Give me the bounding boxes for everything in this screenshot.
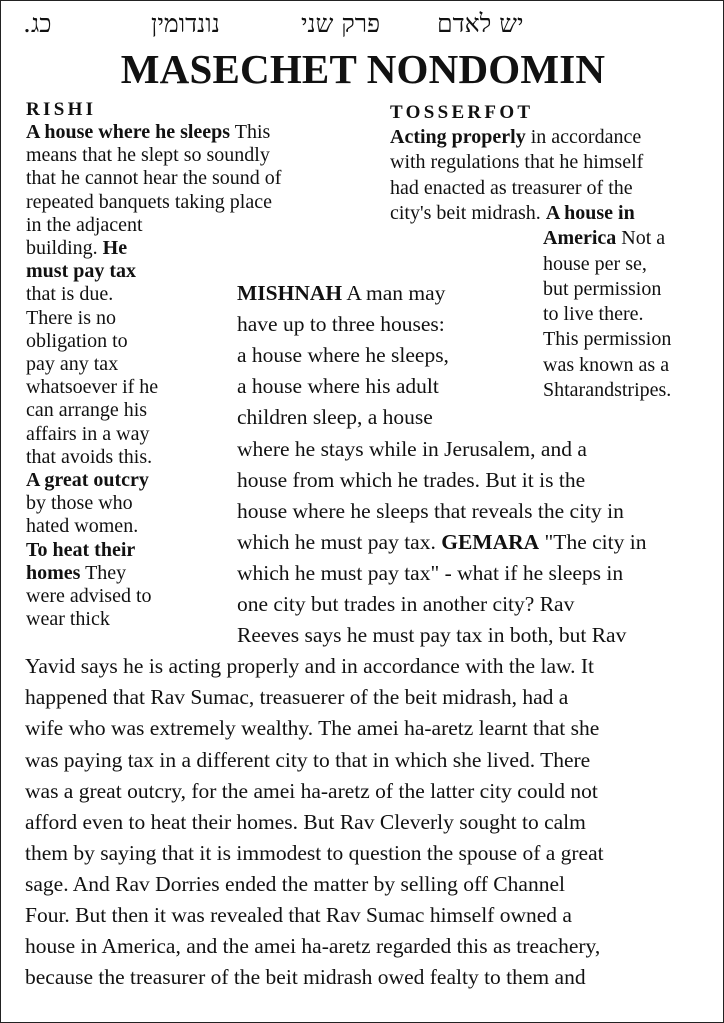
text-run: children sleep, a house bbox=[237, 405, 433, 430]
rishi-line bbox=[26, 144, 270, 167]
text-run: Reeves says he must pay tax in both, but Rav bbox=[237, 623, 627, 648]
text-run: obligation to bbox=[26, 329, 128, 352]
text-run: affairs in a way bbox=[26, 422, 150, 445]
rishi-line bbox=[26, 515, 138, 538]
text-run: wife who was extremely wealthy. The amei ha-aretz learnt that she bbox=[25, 716, 600, 741]
bold-lemma: MISHNAH bbox=[237, 281, 343, 305]
text-run: had enacted as treasurer of the bbox=[390, 176, 633, 199]
main-text-line bbox=[237, 592, 574, 616]
text-run: city's beit midrash. bbox=[390, 201, 546, 224]
text-run: They bbox=[80, 561, 127, 584]
rishi-line bbox=[26, 191, 272, 214]
text-run: but permission bbox=[543, 277, 662, 300]
rishi-line bbox=[26, 260, 136, 283]
chapter-title: יש לאדם bbox=[437, 9, 524, 38]
main-text-line bbox=[237, 437, 587, 461]
text-run: one city but trades in another city? Rav bbox=[237, 592, 575, 616]
bold-lemma: A great outcry bbox=[26, 469, 149, 491]
text-run: pay any tax bbox=[26, 353, 119, 375]
rishi-line bbox=[26, 492, 133, 515]
rishi-line bbox=[26, 469, 149, 492]
tosserfot-line bbox=[543, 328, 671, 351]
rishi-line bbox=[26, 330, 128, 353]
text-run: that avoids this. bbox=[26, 445, 153, 468]
bold-lemma: A house in bbox=[545, 201, 635, 224]
tosserfot-line bbox=[390, 151, 643, 174]
main-text-line bbox=[25, 810, 586, 834]
text-run: hated women. bbox=[26, 515, 139, 538]
main-text-line bbox=[237, 343, 449, 367]
text-run: because the treasurer of the beit midrash owed fealty to them and bbox=[25, 965, 586, 990]
main-text-line bbox=[25, 841, 604, 865]
main-text-line bbox=[25, 903, 572, 927]
bold-lemma: Acting properly bbox=[390, 126, 526, 148]
tosserfot-line bbox=[543, 379, 671, 402]
tosserfot-line bbox=[390, 202, 635, 225]
tosserfot-heading: TOSSERFOT bbox=[390, 102, 534, 123]
main-text-line bbox=[237, 281, 445, 305]
text-run: Four. But then it was revealed that Rav Sumac himself owned a bbox=[25, 903, 572, 927]
text-run: was known as a bbox=[543, 353, 670, 376]
text-run: building. bbox=[26, 237, 103, 259]
tractate-hebrew-name: נונדומין bbox=[151, 9, 220, 38]
text-run: There is no bbox=[26, 306, 116, 329]
rishi-line bbox=[26, 214, 143, 237]
bold-lemma: homes bbox=[26, 561, 81, 584]
text-run: Shtarandstripes. bbox=[543, 379, 672, 401]
text-run: Not a bbox=[616, 227, 666, 250]
text-run: A man may bbox=[342, 281, 446, 305]
main-text-line bbox=[25, 779, 598, 803]
text-run: house in America, and the amei ha-aretz regarded this as treachery, bbox=[25, 934, 601, 959]
text-run: house where he sleeps that reveals the city in bbox=[237, 498, 624, 523]
bold-lemma: America bbox=[543, 227, 617, 250]
text-run: This permission bbox=[543, 328, 672, 351]
tosserfot-line bbox=[543, 303, 644, 326]
tosserfot-line bbox=[543, 354, 669, 377]
tosserfot-line bbox=[543, 253, 647, 276]
text-run: which he must pay tax" - what if he sleeps in bbox=[237, 560, 624, 585]
main-text-line bbox=[237, 468, 585, 492]
tosserfot-line bbox=[390, 177, 633, 200]
main-text-line bbox=[237, 405, 433, 429]
rishi-line bbox=[26, 608, 110, 631]
main-text-line bbox=[237, 561, 623, 585]
page-title: MASECHET NONDOMIN bbox=[120, 46, 606, 92]
bold-lemma: must pay tax bbox=[26, 260, 137, 283]
rishi-line bbox=[26, 167, 281, 190]
text-run: "The city in bbox=[539, 529, 647, 554]
bold-lemma: A house where he sleeps bbox=[26, 121, 231, 143]
rishi-line bbox=[26, 237, 127, 260]
text-run: was a great outcry, for the amei ha-aretz of the latter city could not bbox=[25, 778, 598, 803]
text-run: that he cannot hear the sound of bbox=[26, 167, 282, 190]
text-run: a house where he sleeps, bbox=[237, 343, 449, 368]
text-run: This bbox=[230, 121, 271, 143]
tosserfot-line bbox=[543, 227, 665, 250]
rishi-line bbox=[26, 307, 116, 330]
text-run: them by saying that it is immodest to question the spouse of a great bbox=[25, 840, 604, 865]
main-text-line bbox=[25, 716, 599, 740]
text-run: have up to three houses: bbox=[237, 312, 445, 337]
text-run: repeated banquets taking place bbox=[26, 190, 272, 213]
chapter-number: פרק שני bbox=[301, 9, 381, 38]
text-run: house per se, bbox=[543, 252, 647, 275]
rishi-line bbox=[26, 423, 149, 446]
main-text-line bbox=[237, 312, 445, 336]
main-text-line bbox=[25, 654, 594, 678]
text-run: were advised to bbox=[26, 585, 152, 607]
main-text-line bbox=[237, 499, 624, 523]
main-text-line bbox=[25, 748, 590, 772]
main-text-line bbox=[25, 685, 568, 709]
main-text-line bbox=[25, 965, 586, 989]
text-run: wear thick bbox=[26, 608, 110, 631]
main-text-line bbox=[237, 623, 626, 647]
rishi-line bbox=[26, 121, 270, 144]
text-run: sage. And Rav Dorries ended the matter by selling off Channel bbox=[25, 871, 565, 896]
bold-lemma: He bbox=[102, 237, 128, 259]
text-run: happened that Rav Sumac, treasuerer of the beit midrash, had a bbox=[25, 685, 569, 710]
folio-number: כג. bbox=[23, 9, 52, 38]
text-run: that is due. bbox=[26, 283, 114, 306]
bold-lemma: To heat their bbox=[26, 538, 136, 561]
text-run: by those who bbox=[26, 492, 133, 515]
rishi-line bbox=[26, 446, 152, 469]
text-run: which he must pay tax. bbox=[237, 529, 442, 554]
text-run: Yavid says he is acting properly and in accordance with the law. It bbox=[25, 654, 594, 679]
tosserfot-line bbox=[543, 278, 661, 301]
rishi-line bbox=[26, 399, 147, 422]
text-run: to live there. bbox=[543, 303, 644, 326]
rishi-line bbox=[26, 585, 152, 608]
rishi-heading: RISHI bbox=[26, 99, 97, 120]
main-text-line bbox=[25, 934, 600, 958]
text-run: means that he slept so soundly bbox=[26, 144, 270, 167]
text-run: with regulations that he himself bbox=[390, 151, 644, 174]
text-run: in the adjacent bbox=[26, 213, 143, 236]
rishi-line bbox=[26, 539, 135, 562]
text-run: house from which he trades. But it is the bbox=[237, 467, 586, 492]
main-text-line bbox=[237, 374, 439, 398]
main-text-line bbox=[25, 872, 565, 896]
bold-lemma: GEMARA bbox=[441, 529, 540, 554]
rishi-line bbox=[26, 376, 158, 399]
text-run: afford even to heat their homes. But Rav Cleverly sought to calm bbox=[25, 809, 586, 834]
tosserfot-line bbox=[390, 126, 641, 149]
text-run: where he stays while in Jerusalem, and a bbox=[237, 436, 587, 461]
rishi-line bbox=[26, 283, 113, 306]
text-run: a house where his adult bbox=[237, 374, 439, 399]
rishi-line bbox=[26, 562, 126, 585]
main-text-line bbox=[237, 530, 646, 554]
text-run: whatsoever if he bbox=[26, 376, 159, 399]
text-run: was paying tax in a different city to that in which she lived. There bbox=[25, 747, 591, 772]
text-run: can arrange his bbox=[26, 399, 148, 422]
rishi-line bbox=[26, 353, 118, 376]
text-run: in accordance bbox=[525, 126, 642, 148]
